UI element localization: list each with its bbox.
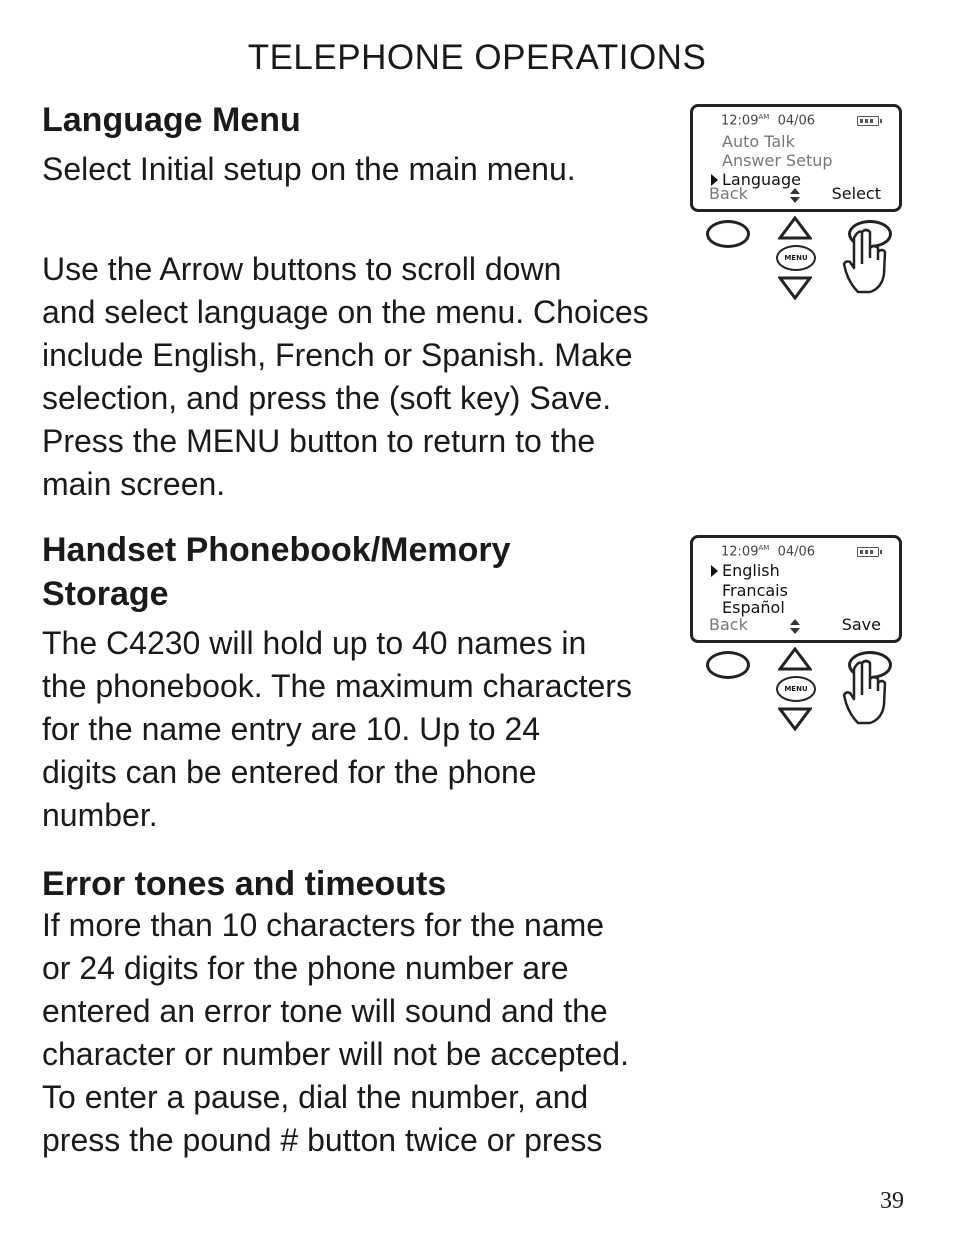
page-header: TELEPHONE OPERATIONS: [247, 38, 707, 77]
phonebook-body: [42, 622, 682, 837]
menu-button[interactable]: MENU: [776, 676, 816, 702]
section-title-phonebook: [42, 528, 511, 616]
lcd-screen: [690, 104, 902, 212]
phonebook-line: digits can be entered for the phone: [42, 754, 537, 790]
phone-illustration-save: [690, 535, 904, 735]
lcd-date: 04/06: [777, 113, 816, 129]
softkey-left-label: Back: [709, 184, 748, 203]
pointing-hand-icon: [840, 659, 890, 727]
phonebook-line: number.: [42, 797, 158, 833]
softkey-left-label: Back: [709, 615, 748, 634]
lcd-menu-item: Answer Setup: [722, 151, 833, 170]
section-title-language: Language Menu: [42, 101, 301, 139]
down-arrow-button[interactable]: [778, 276, 812, 300]
lcd-status-bar: [721, 113, 815, 128]
lcd-ampm: AM: [758, 544, 770, 552]
lcd-menu-item: Auto Talk: [722, 132, 795, 151]
language-line: include English, French or Spanish. Make: [42, 337, 633, 373]
left-softkey-button[interactable]: [706, 651, 750, 679]
language-line: selection, and press the (soft key) Save.: [42, 380, 612, 416]
left-softkey-button[interactable]: [706, 220, 750, 248]
language-line: Use the Arrow buttons to scroll down: [42, 251, 562, 287]
lcd-menu-item-selected: English: [722, 561, 780, 580]
section-title-errors: Error tones and timeouts: [42, 865, 447, 903]
lcd-time: 12:09: [721, 544, 759, 560]
phonebook-line: the phonebook. The maximum characters: [42, 668, 632, 704]
language-line: and select language on the menu. Choices: [42, 294, 649, 330]
language-line: main screen.: [42, 466, 226, 502]
softkey-right-label: Select: [831, 184, 881, 203]
errors-line: or 24 digits for the phone number are: [42, 950, 569, 986]
errors-line: To enter a pause, dial the number, and: [42, 1079, 589, 1115]
errors-line: press the pound # button twice or press: [42, 1122, 603, 1158]
lcd-time: 12:09: [721, 113, 759, 129]
battery-icon: [857, 116, 879, 126]
lcd-menu-item-selected: Language: [722, 170, 801, 189]
lcd-date: 04/06: [777, 544, 816, 560]
up-arrow-button[interactable]: [778, 216, 812, 240]
phonebook-line: The C4230 will hold up to 40 names in: [42, 625, 587, 661]
lcd-status-bar: [721, 544, 815, 559]
pointing-hand-icon: [840, 228, 890, 296]
lcd-menu-item: Francais: [722, 581, 788, 600]
page-number: 39: [880, 1188, 904, 1214]
phone-illustration-language: [690, 104, 904, 304]
menu-button[interactable]: MENU: [776, 245, 816, 271]
language-line: Press the MENU button to return to the: [42, 423, 596, 459]
up-arrow-button[interactable]: [778, 647, 812, 671]
scroll-indicator-icon: [790, 188, 800, 204]
errors-line: character or number will not be accepted.: [42, 1036, 629, 1072]
scroll-indicator-icon: [790, 619, 800, 635]
errors-line: If more than 10 characters for the name: [42, 907, 605, 943]
phonebook-line: for the name entry are 10. Up to 24: [42, 711, 541, 747]
phonebook-title-line: Storage: [42, 575, 169, 613]
down-arrow-button[interactable]: [778, 707, 812, 731]
battery-icon: [857, 547, 879, 557]
lcd-menu-item: Español: [722, 598, 785, 617]
language-body: [42, 248, 682, 506]
softkey-right-label: Save: [841, 615, 881, 634]
language-intro: Select Initial setup on the main menu.: [42, 151, 576, 187]
phonebook-title-line: Handset Phonebook/Memory: [42, 531, 511, 569]
lcd-ampm: AM: [758, 113, 770, 121]
errors-line: entered an error tone will sound and the: [42, 993, 608, 1029]
errors-body: [42, 904, 682, 1162]
lcd-screen: [690, 535, 902, 643]
